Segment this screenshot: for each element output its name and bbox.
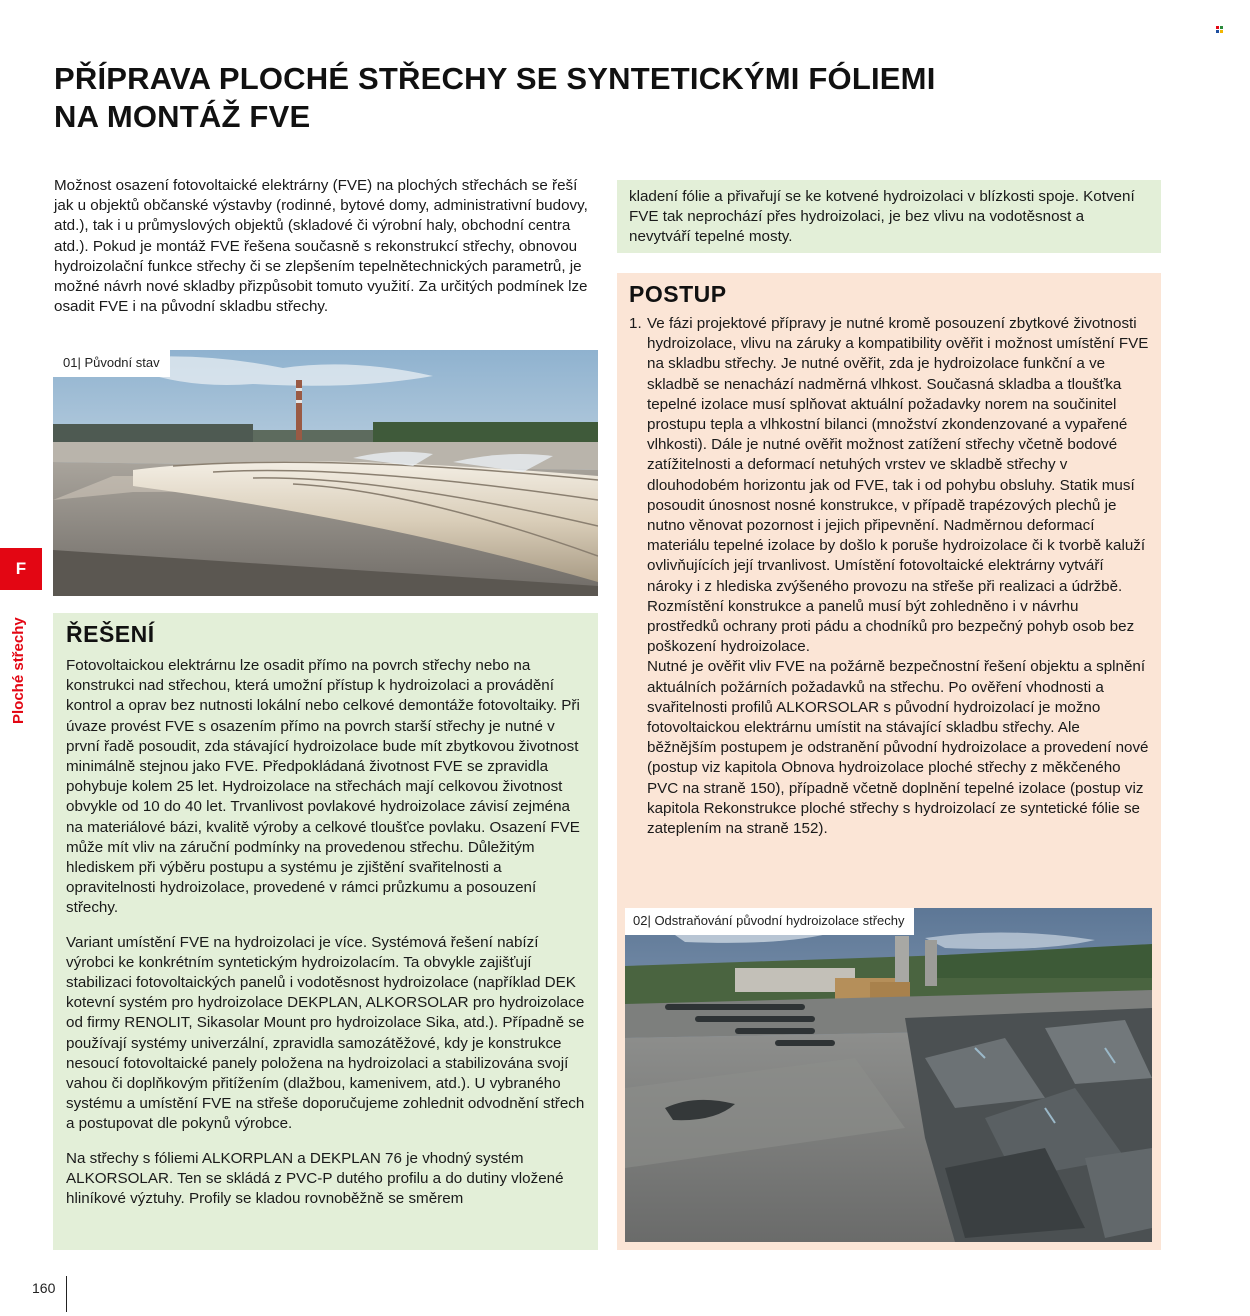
postup-step-text-2: Nutné je ověřit vliv FVE na požárně bezpečnostní řešení objektu a splnění aktuálních požárních požadavků na střechu. Po ověření vhodnosti a svařitelnosti profilů ALKORSOLAR s původní hydroizolací je možno fotovoltaickou elektrárnu umístit na stávající skladbu střechy. Ale běžnějším postupem je odstranění původní hydroizolace a provedení nové (postup viz kapitola Obnova hydroizolace ploché střechy z měkčeného PVC na straně 150), případně včetně doplnění tepelné izolace (postup viz kapitola Rekonstrukce ploché střechy s hydroizolací ze syntetické fólie se zateplením na straně 152). xyxy=(647,658,1149,838)
page-title-line-1: PŘÍPRAVA PLOCHÉ STŘECHY SE SYNTETICKÝMI FÓLIEMI xyxy=(54,61,936,96)
photo-original-state xyxy=(53,350,598,596)
figure-2-caption: 02| Odstraňování původní hydroizolace střechy xyxy=(625,908,914,935)
reseni-paragraph-1: Fotovoltaickou elektrárnu lze osadit přímo na povrch střechy nebo na konstrukci nad střechou, která umožní přístup k hydroizolaci a provádění kontrol a oprav bez nutnosti lokální nebo celkové demontáže fotovoltaiky. Při úvaze provést FVE s osazením přímo na povrch starší střechy je nutné v první řadě posoudit, zda stávající hydroizolace bude mít zbytkovou životnost minimálně stejnou jako FVE. Předpokládaná životnost FVE se zpravidla pohybuje kolem 25 let. Hydroizolace na střechách mají celkovou životnost obvykle od 10 do 40 let. Trvanlivost povlakové hydroizolace závisí zejména na materiálové bázi, kvalitě výroby a celkové tloušťce povlaku. Osazení FVE může mít vliv na záruční podmínky na provedenou střechu. Důležitým hlediskem při výběru postupu a systému je zjištění svařitelnosti a opravitelnosti hydroizolace, provedené v rámci průzkumu a posouzení střechy. xyxy=(66,657,580,917)
postup-step-number: 1. xyxy=(629,315,642,332)
reseni-paragraph-2: Variant umístění FVE na hydroizolaci je více. Systémová řešení nabízí výrobci ke konkrétním syntetickým hydroizolacím. Ta obvykle zajišťují stabilizaci fotovoltaických panelů i vodotěsnost hydroizolace (například DEK kotevní systém pro hydroizolace DEKPLAN, ALKORSOLAR pro hydroizolace od firmy RENOLIT, Sikasolar Mount pro hydroizolace Sika, atd.). Případně se používají systémy univerzální, zpravidla samozátěžové, kdy je konstrukce nesoucí fotovoltaické panely položena na hydroizolaci a stabilizována svojí vahou či doplňkovým přitížením (dlažbou, kamenivem, atd.). U vybraného systému a umístění FVE na střeše doporučujeme zohlednit odvodnění střech a postupovat dle pokynů výrobce. xyxy=(66,933,585,1133)
intro-paragraph: Možnost osazení fotovoltaické elektrárny (FVE) na plochých střechách se řeší jak u objektů občanské výstavby (rodinné, bytové domy, administrativní budovy, atd.), tak i u průmyslových objektů (skladové či výrobní haly, obchodní centra atd.). Pokud je montáž FVE řešena současně s rekonstrukcí střechy, obnovou hydroizolační funkce střechy či se zlepšením tepelnětechnických parametrů, je možné návrh nové skladby přizpůsobit tomuto využití. Za určitých podmínek lze osadit FVE i na původní skladbu střechy. xyxy=(54,177,588,316)
page-title-line-2: NA MONTÁŽ FVE xyxy=(54,99,311,134)
corner-logo-mark xyxy=(1216,26,1224,34)
reseni-paragraph-3: Na střechy s fóliemi ALKORPLAN a DEKPLAN 76 je vhodný systém ALKORSOLAR. Ten se skládá z PVC-P dutého profilu a do dutiny vložené hliníkové výztuhy. Profily se kladou rovnoběžně se směrem xyxy=(66,1149,564,1208)
postup-heading: POSTUP xyxy=(629,281,727,307)
reseni-section xyxy=(53,613,598,1250)
chapter-tab: F xyxy=(0,548,42,590)
page-number: 160 xyxy=(32,1280,56,1296)
postup-step-1 xyxy=(629,314,1149,839)
roof-demolition-image xyxy=(625,908,1152,1242)
continuation-text: kladení fólie a přivařují se ke kotvené hydroizolaci v blízkosti spoje. Kotvení FVE tak neprochází přes hydroizolaci, je bez vlivu na vodotěsnost a nevytváří tepelné mosty. xyxy=(629,188,1135,246)
page-title xyxy=(54,60,1174,136)
postup-step-text: Ve fázi projektové přípravy je nutné kromě posouzení zbytkové životnosti hydroizolace, vlivu na záruky a kompatibility ověřit i možnost umístění FVE na skladbu střechy. Je nutné ověřit, zda je hydroizolace funkční a ve skladbě se nenachází nadměrná vlhkost. Současná skladba a tloušťka tepelné izolace musí splňovat aktuální požadavky norem na součinitel prostupu tepla a vlhkostní bilanci (množství zkondenzované a vypařené vlhkosti). Dále je nutné ověřit možnost zatížení střechy včetně bodové zatížitelnosti a deformací netuhých vrstev ve skladbě střechy v dlouhodobém horizontu jak od FVE, tak i od pohybu obsluhy. Statik musí posoudit únosnost nosné konstrukce, v případě trapézových plechů je nutno věnovat pozornost i jejich připevnění. Nadměrnou deformací materiálu tepelné izolace by došlo k poruše hydroizolace či k tvorbě kaluží ovlivňujících její trvanlivost. Umístění fotovoltaické elektrárny vytváří nároky i z hlediska zvýšeného provozu na střeše při realizaci a údržbě. Rozmístění konstrukce a panelů musí být zohledněno i v návrhu prostředků ochrany proti pádu a chodníků pro bezpečný pohyb osob bez poškození hydroizolace. xyxy=(647,315,1149,656)
roof-skylights-image xyxy=(53,350,598,596)
chapter-label: Ploché střechy xyxy=(10,617,27,724)
page-number-divider xyxy=(66,1276,67,1312)
photo-removing-waterproofing xyxy=(625,908,1152,1242)
continuation-box xyxy=(617,180,1161,253)
figure-1-caption: 01| Původní stav xyxy=(53,350,170,377)
reseni-heading: ŘEŠENÍ xyxy=(66,621,155,647)
